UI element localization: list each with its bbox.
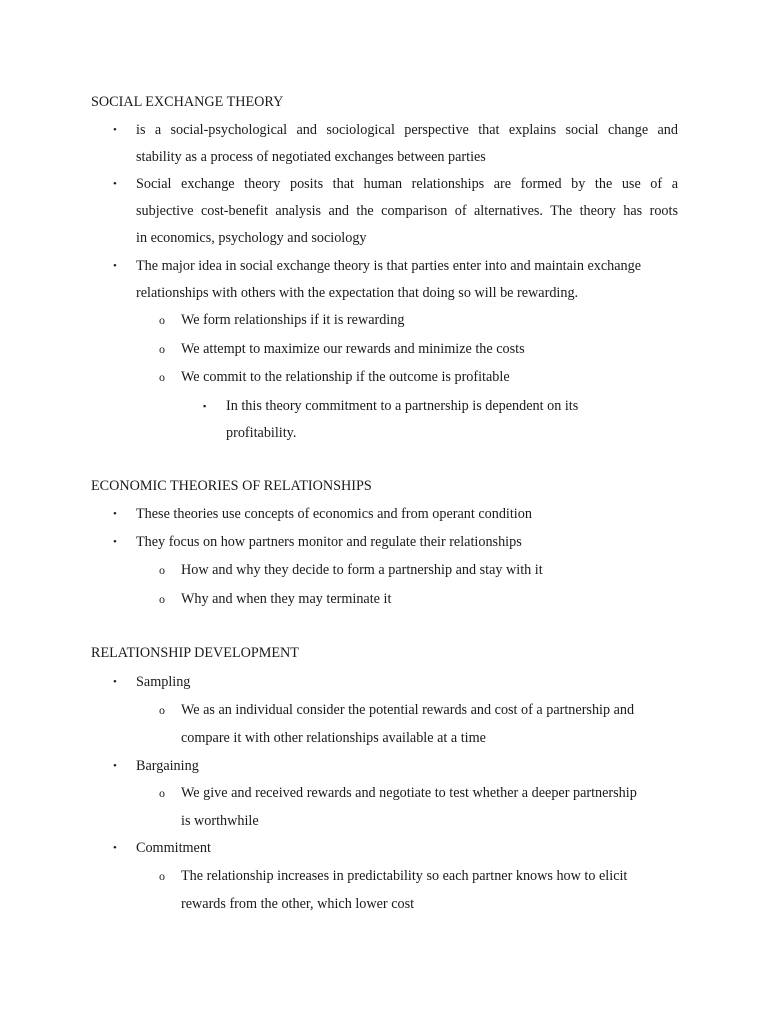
item-line: We attempt to maximize our rewards and minimize the costs	[181, 341, 525, 357]
item-line: stability as a process of negotiated exchanges between parties	[136, 149, 486, 165]
bullet-icon: ▪	[203, 401, 207, 411]
item-line: is a social-psychological and sociological perspective that explains social change and	[136, 122, 678, 138]
bullet-icon: •	[113, 124, 117, 136]
item-line: The relationship increases in predictability so each partner knows how to elicit	[181, 868, 628, 884]
item-line: In this theory commitment to a partnership is dependent on its	[226, 398, 579, 414]
bullet-icon: o	[159, 342, 165, 356]
item-line: How and why they decide to form a partnership and stay with it	[181, 562, 543, 578]
bullet-icon: •	[113, 508, 117, 520]
bullet-icon: o	[159, 313, 165, 327]
item-line: is worthwhile	[181, 813, 259, 829]
bullet-icon: o	[159, 869, 165, 883]
bullet-icon: •	[113, 760, 117, 772]
item-line: We commit to the relationship if the outcome is profitable	[181, 369, 510, 385]
section-heading: SOCIAL EXCHANGE THEORY	[91, 94, 284, 110]
item-line: Bargaining	[136, 758, 199, 774]
bullet-icon: o	[159, 563, 165, 577]
item-line: Social exchange theory posits that human relationships are formed by the use of a	[136, 176, 678, 192]
item-line: relationships with others with the expectation that doing so will be rewarding.	[136, 285, 579, 301]
item-line: compare it with other relationships available at a time	[181, 730, 486, 746]
section-heading: ECONOMIC THEORIES OF RELATIONSHIPS	[91, 478, 372, 494]
item-line: Commitment	[136, 840, 211, 856]
item-line: We give and received rewards and negotiate to test whether a deeper partnership	[181, 785, 637, 801]
bullet-icon: •	[113, 178, 117, 190]
item-line: profitability.	[226, 425, 297, 441]
item-line: Why and when they may terminate it	[181, 591, 392, 607]
bullet-icon: o	[159, 592, 165, 606]
item-line: We form relationships if it is rewarding	[181, 312, 405, 328]
bullet-icon: •	[113, 536, 117, 548]
item-line: in economics, psychology and sociology	[136, 230, 367, 246]
item-line: Sampling	[136, 674, 191, 690]
bullet-icon: o	[159, 370, 165, 384]
item-line: The major idea in social exchange theory is that parties enter into and maintain exchange	[136, 258, 642, 274]
bullet-icon: o	[159, 703, 165, 717]
item-line: These theories use concepts of economics and from operant condition	[136, 506, 532, 522]
bullet-icon: o	[159, 786, 165, 800]
item-line: rewards from the other, which lower cost	[181, 896, 415, 912]
bullet-icon: •	[113, 676, 117, 688]
bullet-icon: •	[113, 260, 117, 272]
item-line: subjective cost-benefit analysis and the comparison of alternatives. The theory has roots	[136, 203, 678, 219]
item-line: They focus on how partners monitor and regulate their relationships	[136, 534, 522, 550]
bullet-icon: •	[113, 842, 117, 854]
section-heading: RELATIONSHIP DEVELOPMENT	[91, 645, 299, 661]
item-line: We as an individual consider the potential rewards and cost of a partnership and	[181, 702, 635, 718]
